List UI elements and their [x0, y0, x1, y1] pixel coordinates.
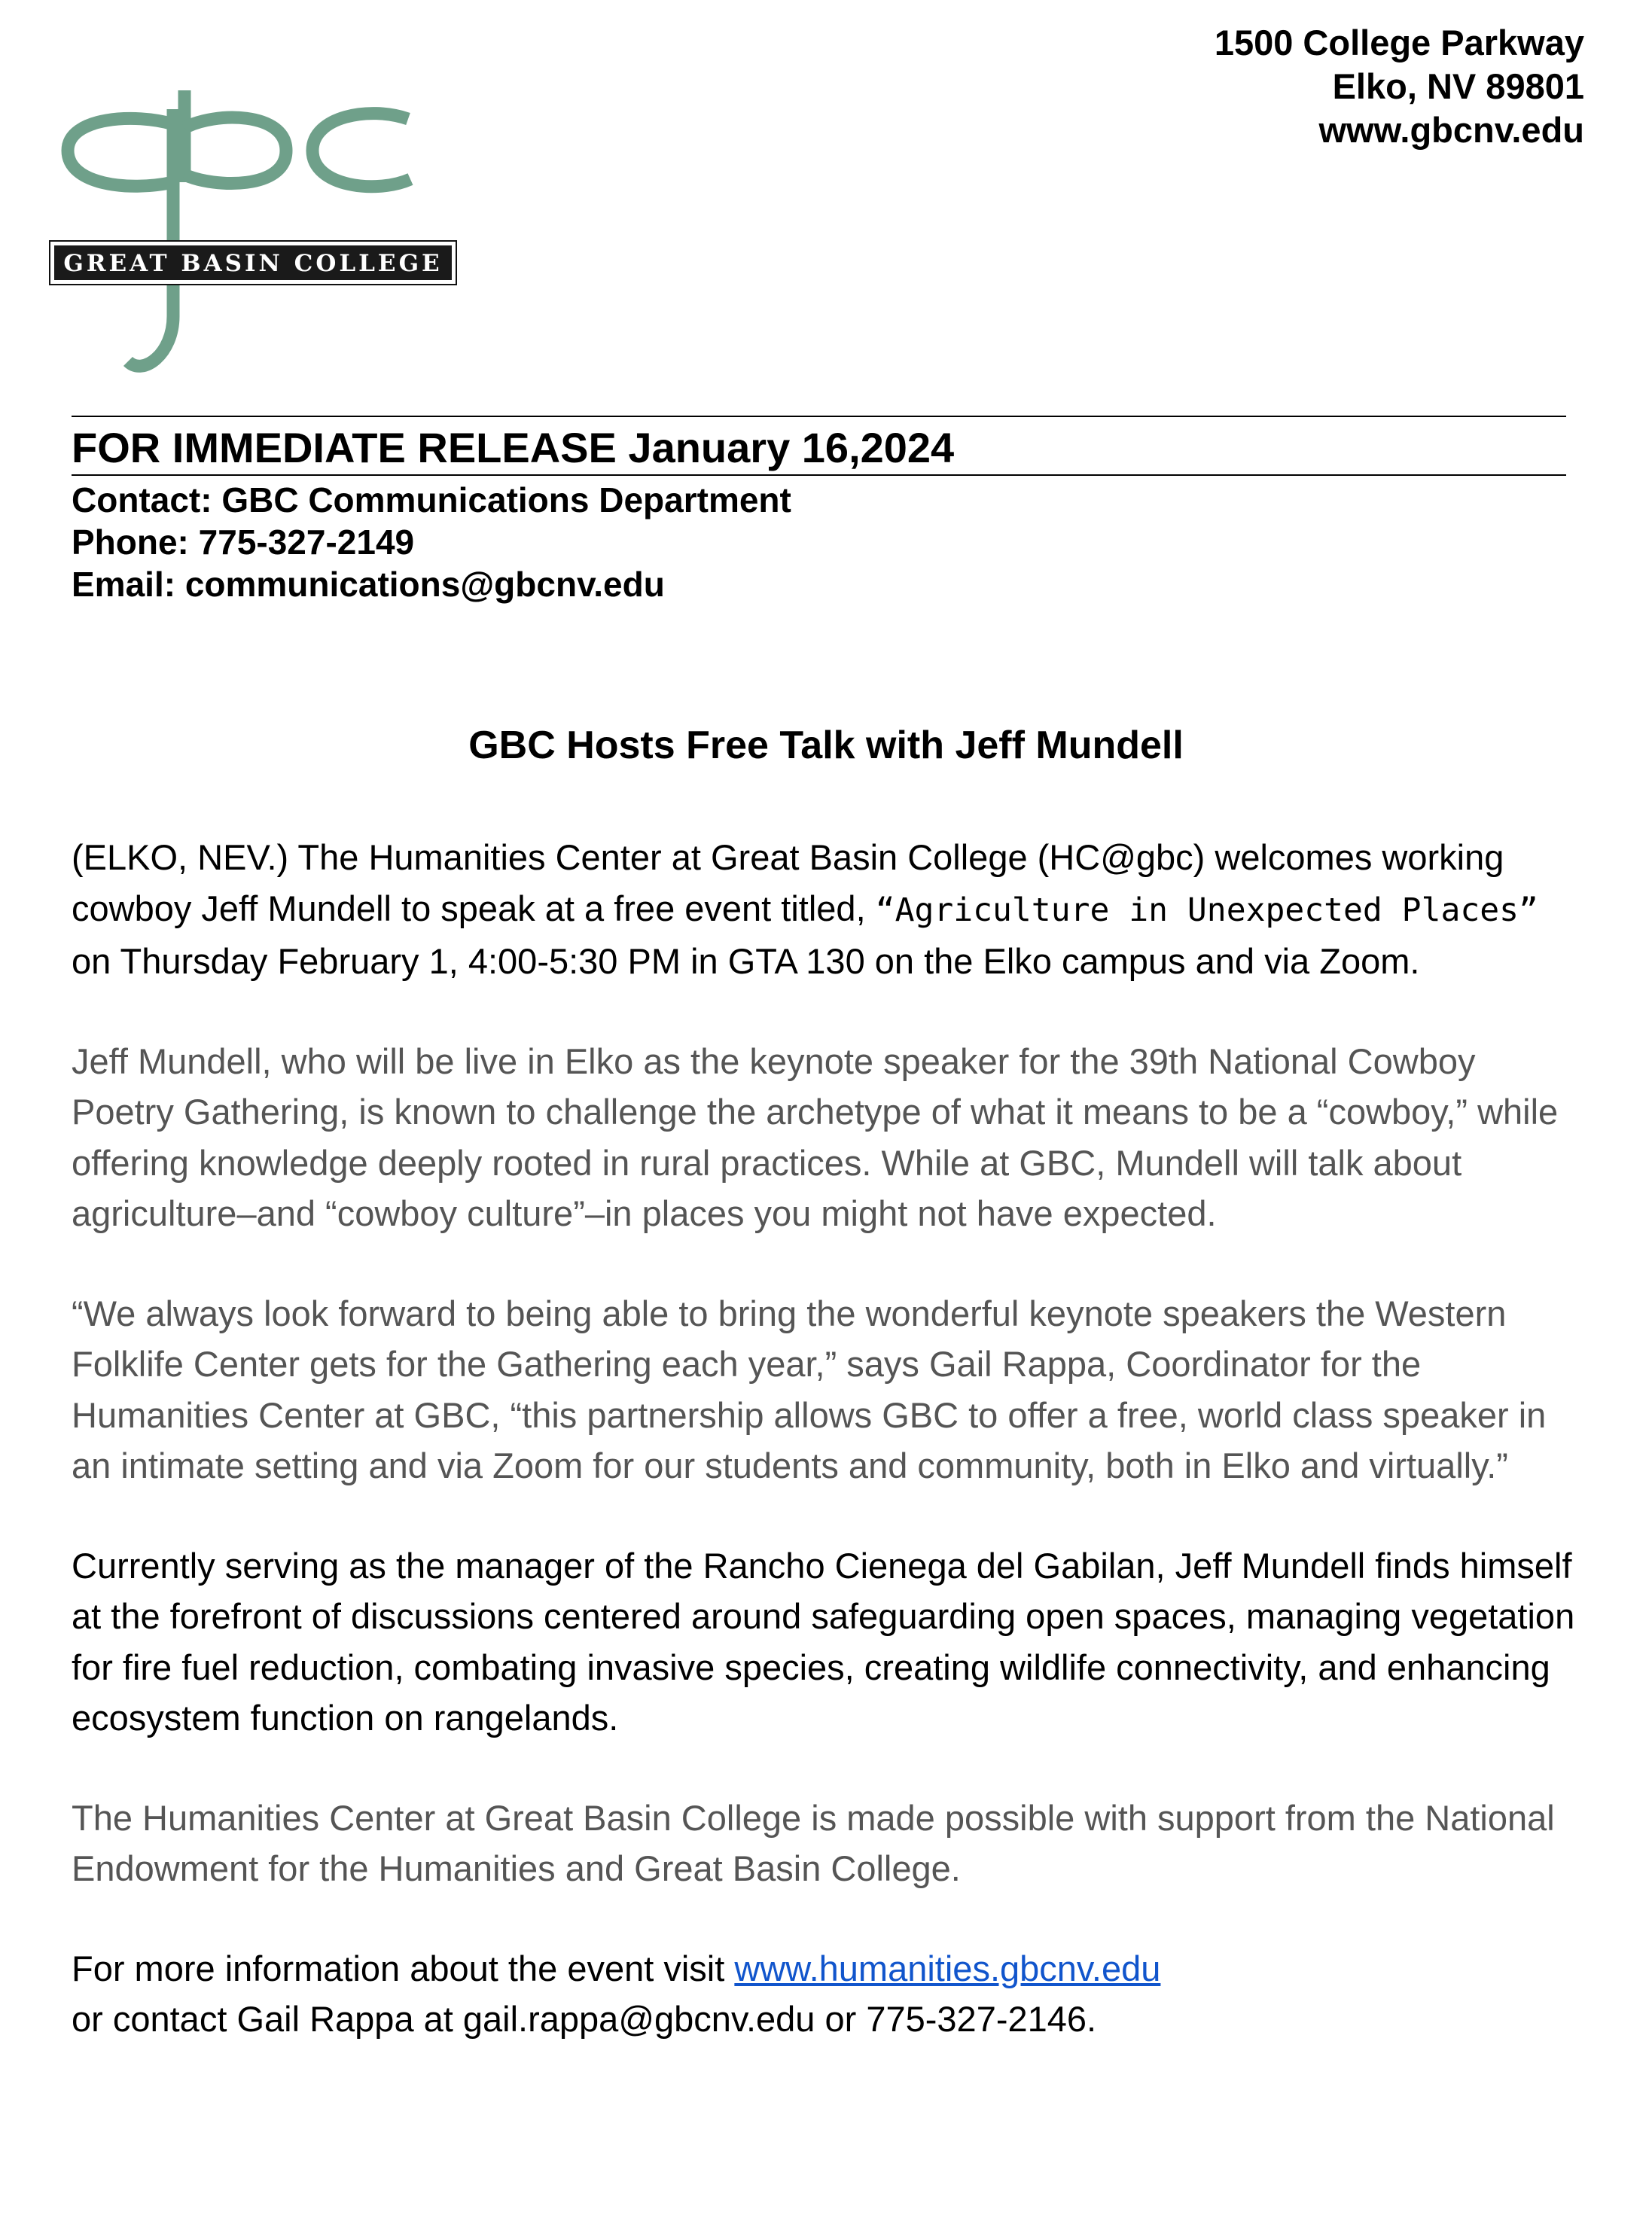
event-title: “Agriculture in Unexpected Places”: [875, 891, 1538, 929]
top-rule: [72, 416, 1566, 417]
more-info-text: For more information about the event visit: [72, 1948, 735, 1988]
paragraph-background: Currently serving as the manager of the Rancho Cienega del Gabilan, Jeff Mundell finds himself at the forefront of discussions centered around safeguarding open spaces, managing vegetation for fire fuel reduction, combating invasive species, creating wildlife connectivity, and enhancing ecosystem function on rangelands.: [72, 1545, 1575, 1738]
paragraph-intro: [72, 832, 1585, 987]
contact-email: Email: communications@gbcnv.edu: [72, 565, 665, 604]
address-website: www.gbcnv.edu: [1318, 110, 1584, 150]
article-body: [72, 832, 1585, 2094]
humanities-link[interactable]: www.humanities.gbcnv.edu: [734, 1948, 1161, 1988]
address-street: 1500 College Parkway: [1214, 23, 1584, 62]
bottom-rule: [72, 474, 1566, 476]
paragraph-quote: “We always look forward to being able to bring the wonderful keynote speakers the Western Folklife Center gets for the Gathering each year,” says Gail Rappa, Coordinator for the Humanities Center at GBC, “this partnership allows GBC to offer a free, world class speaker in an intimate setting and via Zoom for our students and community, both in Elko and virtually.”: [72, 1293, 1547, 1485]
contact-info: [72, 479, 1566, 605]
paragraph-speaker: Jeff Mundell, who will be live in Elko as the keynote speaker for the 39th National Cowboy Poetry Gathering, is known to challenge the archetype of what it means to be a “cowboy,” while offering knowledge deeply rooted in rural practices. While at GBC, Mundell will talk about agriculture–and “cowboy culture”–in places you might not have expected.: [72, 1040, 1559, 1233]
intro-text-b: on Thursday February 1, 4:00-5:30 PM in GTA 130 on the Elko campus and via Zoom.: [72, 941, 1420, 981]
gbc-logo: [45, 90, 482, 384]
release-title: FOR IMMEDIATE RELEASE January 16,2024: [72, 424, 955, 471]
contact-phone: Phone: 775-327-2149: [72, 523, 415, 562]
address-block: [1215, 21, 1584, 152]
logo-name: GREAT BASIN COLLEGE: [63, 250, 443, 277]
contact-department: Contact: GBC Communications Department: [72, 480, 791, 519]
headline: GBC Hosts Free Talk with Jeff Mundell: [468, 724, 1184, 767]
paragraph-support: The Humanities Center at Great Basin College is made possible with support from the National Endowment for the Humanities and Great Basin College.: [72, 1797, 1555, 1888]
contact-text: or contact Gail Rappa at gail.rappa@gbcnv.edu or 775-327-2146.: [72, 1999, 1097, 2039]
release-header: [72, 416, 1566, 605]
address-city: Elko, NV 89801: [1332, 66, 1584, 106]
paragraph-more-info: [72, 1943, 1585, 2045]
intro-text-a: (ELKO, NEV.) The Humanities Center at Great Basin College (HC@gbc) welcomes working cowboy Jeff Mundell to speak at a free event titled,: [72, 837, 1504, 928]
